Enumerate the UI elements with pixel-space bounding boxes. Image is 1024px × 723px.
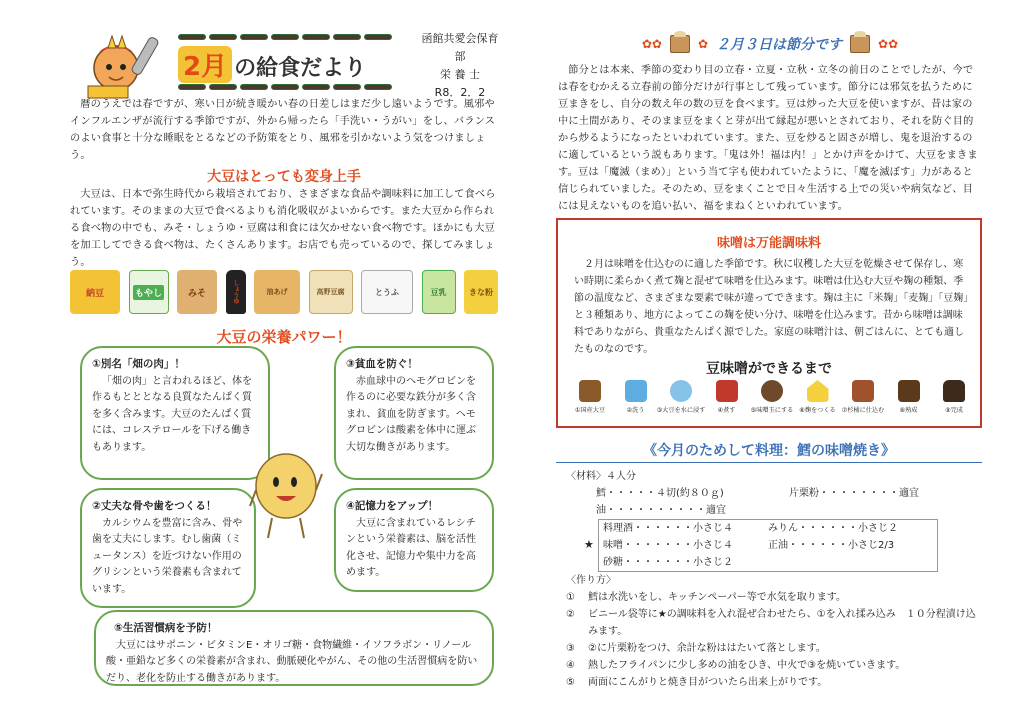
process-step: ⑧熟成 xyxy=(889,380,929,414)
title-month: 2月 xyxy=(178,46,232,83)
bubble-title: ⑤生活習慣病を予防！ xyxy=(114,622,218,634)
title-border-bottom xyxy=(178,84,392,92)
method-step: ④ 熱したフライパンに少し多めの油をひき、中火で③を焼いていきます。 xyxy=(566,660,906,671)
setsubun-heading: ２月３日は節分です xyxy=(716,37,843,53)
ingredient-row: 鱈・・・・・４切(約８０ｇ) 片栗粉・・・・・・・・適宜 xyxy=(596,488,919,499)
issuer-org: 函館共愛会保育部 xyxy=(421,32,499,63)
nutrition-bubble-memory xyxy=(334,488,494,592)
bean-box-icon xyxy=(670,35,690,53)
ingredients-label: 〈材料〉４人分 xyxy=(566,471,636,482)
bubble-text: 「畑の肉」と言われるほど、体を作るもとととなる良質なたんぱく質を多く含みます。大豆のたんぱく質には、コレステロールを下げる働きもあります。 xyxy=(92,375,252,453)
method-step: ② ビニール袋等に★の調味料を入れ混ぜ合わせたら、①を入れ揉み込み １０分程漬け込みます。 xyxy=(566,609,976,637)
method-label: 〈作り方〉 xyxy=(566,575,616,586)
cedar-barrel-icon xyxy=(852,380,874,402)
soy-milk-carton: 豆乳 xyxy=(422,270,456,314)
bean-box-icon xyxy=(850,35,870,53)
method-step: ① 鱈は水洗いをし、キッチンペーパー等で水気を取ります。 xyxy=(566,592,846,603)
moyashi-bag: もやし xyxy=(129,270,169,314)
intro-paragraph: 暦のうえでは春ですが、寒い日が続き暖かい春の日差しはまだ少し遠いようです。風邪やインフルエンザが流行する季節ですが、外から帰ったら「手洗い・うがい」をし、バランスのよい食事と十分な睡眠をとるなどの予防策をとり、風邪を引かないよう気をつけましょう。 xyxy=(70,99,496,161)
flower-icon: ✿✿ xyxy=(878,37,899,51)
bubble-title: ③貧血を防ぐ！ xyxy=(346,358,418,370)
process-step: ①国産大豆 xyxy=(570,380,610,414)
title-border-top xyxy=(178,34,418,42)
koji-house-icon xyxy=(807,380,829,402)
nutrition-bubble-protein xyxy=(80,346,270,480)
flower-icon: ✿✿ xyxy=(641,37,662,51)
process-step: ⑥麹をつくる xyxy=(798,380,838,414)
miso-process-title: 豆味噌ができるまで xyxy=(706,361,832,377)
recipe-title: 《今月のためして料理：鱈の味噌焼き》 xyxy=(556,440,982,463)
bubble-text: 大豆にはサポニン・ビタミンE・オリゴ糖・食物繊維・イソフラボン・リノール酸・亜鉛など多くの栄養素が含まれ、動脈硬化やがん、その他の生活習慣病を防いだり、老化を防止する働きがあります。 xyxy=(106,639,478,684)
wash-icon xyxy=(625,380,647,402)
soy-paragraph: 大豆は、日本で弥生時代から栽培されており、さまざまな食品や調味料に加工して食べられています。そのままの大豆で食べるよりも消化吸収がよいからです。また大豆から作られる食べ物の中でも、みそ・しょうゆ・豆腐は和食には欠かせない食べ物です。ほかにも大豆を加工してできる食べ物は、たくさんあります。お店でも売っているので、探してみましょう。 xyxy=(70,189,496,268)
process-step: ⑤味噌玉にする xyxy=(752,380,792,414)
bubble-text: 大豆に含まれているレシチンという栄養素は、脳を活性化させ、記憶力や集中力を高めます。 xyxy=(346,517,476,578)
tofu-pack: とうふ xyxy=(361,270,413,314)
boil-pot-icon xyxy=(716,380,738,402)
setsubun-heading-row xyxy=(560,30,980,58)
flower-icon: ✿ xyxy=(697,37,709,51)
miso-section xyxy=(556,218,982,428)
soak-bowl-icon xyxy=(670,380,692,402)
nutrition-bubble-lifestyle xyxy=(94,610,494,686)
kinako-bag: きな粉 xyxy=(464,270,498,314)
marinade-box: 料理酒・・・・・・小さじ４ みりん・・・・・・小さじ２ 味噌・・・・・・・小さじ４ 正油・・・・・・小さじ2/3 砂糖・・・・・・・小さじ２ xyxy=(598,519,938,572)
nutrition-bubble-bones xyxy=(80,488,256,608)
koya-tofu: 高野豆腐 xyxy=(309,270,353,314)
natto-package: 納豆 xyxy=(70,270,120,314)
process-step: ④煮す xyxy=(707,380,747,414)
miso-paragraph: ２月は味噌を仕込むのに適した季節です。秋に収穫した大豆を乾燥させて保存し、寒い時期に柔らかく煮て麹と混ぜて味噌を仕込みます。味噌は仕込む大豆や麹の種類、季節の温度など、さまざまな要素で味が違ってできます。麹は主に「米麹」「麦麹」「豆麹」と３種類あり、地方によってこの麹を使い分け、味噌を仕込みます。昔から味噌は調味料でありながら、貴重なたんぱく源でした。家庭の味噌汁は、朝ごはんに、とても適したものなのです。 xyxy=(574,259,969,355)
aburaage: 油あげ xyxy=(254,270,300,314)
bubble-title: ④記憶力をアップ！ xyxy=(346,500,439,512)
newsletter-title xyxy=(178,34,418,90)
process-step: ⑦杉桶に仕込む xyxy=(843,380,883,414)
miso-tub: みそ xyxy=(177,270,217,314)
issuer-block xyxy=(420,30,500,102)
ingredient-row: 油・・・・・・・・・・適宜 xyxy=(596,505,726,516)
title-main: の給食だより xyxy=(234,56,367,81)
soy-heading: 大豆はとっても変身上手 xyxy=(207,169,361,185)
soybean-bag-icon xyxy=(579,380,601,402)
nutrition-bubble-anemia xyxy=(334,346,494,480)
recipe-body xyxy=(566,468,982,691)
bubble-text: 赤血球中のヘモグロビンを作るのに必要な鉄分が多く含まれ、貧血を防ぎます。ヘモグロビンは酸素を体中に運ぶ大切な働きがあります。 xyxy=(346,375,476,453)
star-marker: ★ xyxy=(584,538,594,551)
power-heading: 大豆の栄養パワー！ xyxy=(216,328,352,346)
soy-foods-row xyxy=(70,266,498,314)
process-step: ②洗う xyxy=(616,380,656,414)
finished-miso-jar-icon xyxy=(943,380,965,402)
aging-barrel-icon xyxy=(898,380,920,402)
soybean-character-illustration xyxy=(248,446,324,542)
method-step: ③ ②に片栗粉をつけ、余計な粉ははたいて落とします。 xyxy=(566,643,826,654)
miso-process-steps xyxy=(570,380,974,414)
oni-mascot-illustration xyxy=(78,30,168,100)
issue-date: R8．2．2 xyxy=(434,86,486,99)
method-step: ⑤ 両面にこんがりと焼き目がついたら出来上がりです。 xyxy=(566,677,828,688)
setsubun-paragraph: 節分とは本来、季節の変わり目の立春・立夏・立秋・立冬の前日のことでしたが、今では春をむかえる立春前の節分だけが行事として残っています。節分には邪気を払うために豆まきをし、自分の数え年の数の豆を食べます。豆は炒った大豆を使いますが、昔は家の中に土間があり、そのまま豆をまくと芽が出て縁起が悪いとされており、それを防ぐ目的から炒るようになったといわれています。また、豆を炒ると固さが増し、鬼を退治するのに適しているという説もあります。「鬼は外！福は内！」とかけ声をかけて、大豆をまきます。豆は「魔滅（まめ）」という当て字も使われていたように、「魔を滅ぼす」力があると信じられていました。そのため、豆をまくことで日々生活する上での災いや病気など、目には見えないものを追い払い、福をまねくといわれています。 xyxy=(558,65,978,212)
process-step: ⑨完成 xyxy=(934,380,974,414)
bubble-title: ①別名「畑の肉」！ xyxy=(92,358,185,370)
miso-heading: 味噌は万能調味料 xyxy=(716,236,821,251)
soy-sauce-bottle: しょうゆ xyxy=(226,270,246,314)
issuer-role: 栄 養 士 xyxy=(440,68,480,81)
miso-ball-icon xyxy=(761,380,783,402)
process-step: ③大豆を水に浸す xyxy=(661,380,701,414)
bubble-text: カルシウムを豊富に含み、骨や歯を丈夫にします。むし歯菌（ミュータンス）を近づけない作用のグリシンという栄養素も含まれています。 xyxy=(92,517,243,595)
bubble-title: ②丈夫な骨や歯をつくる！ xyxy=(92,500,217,512)
